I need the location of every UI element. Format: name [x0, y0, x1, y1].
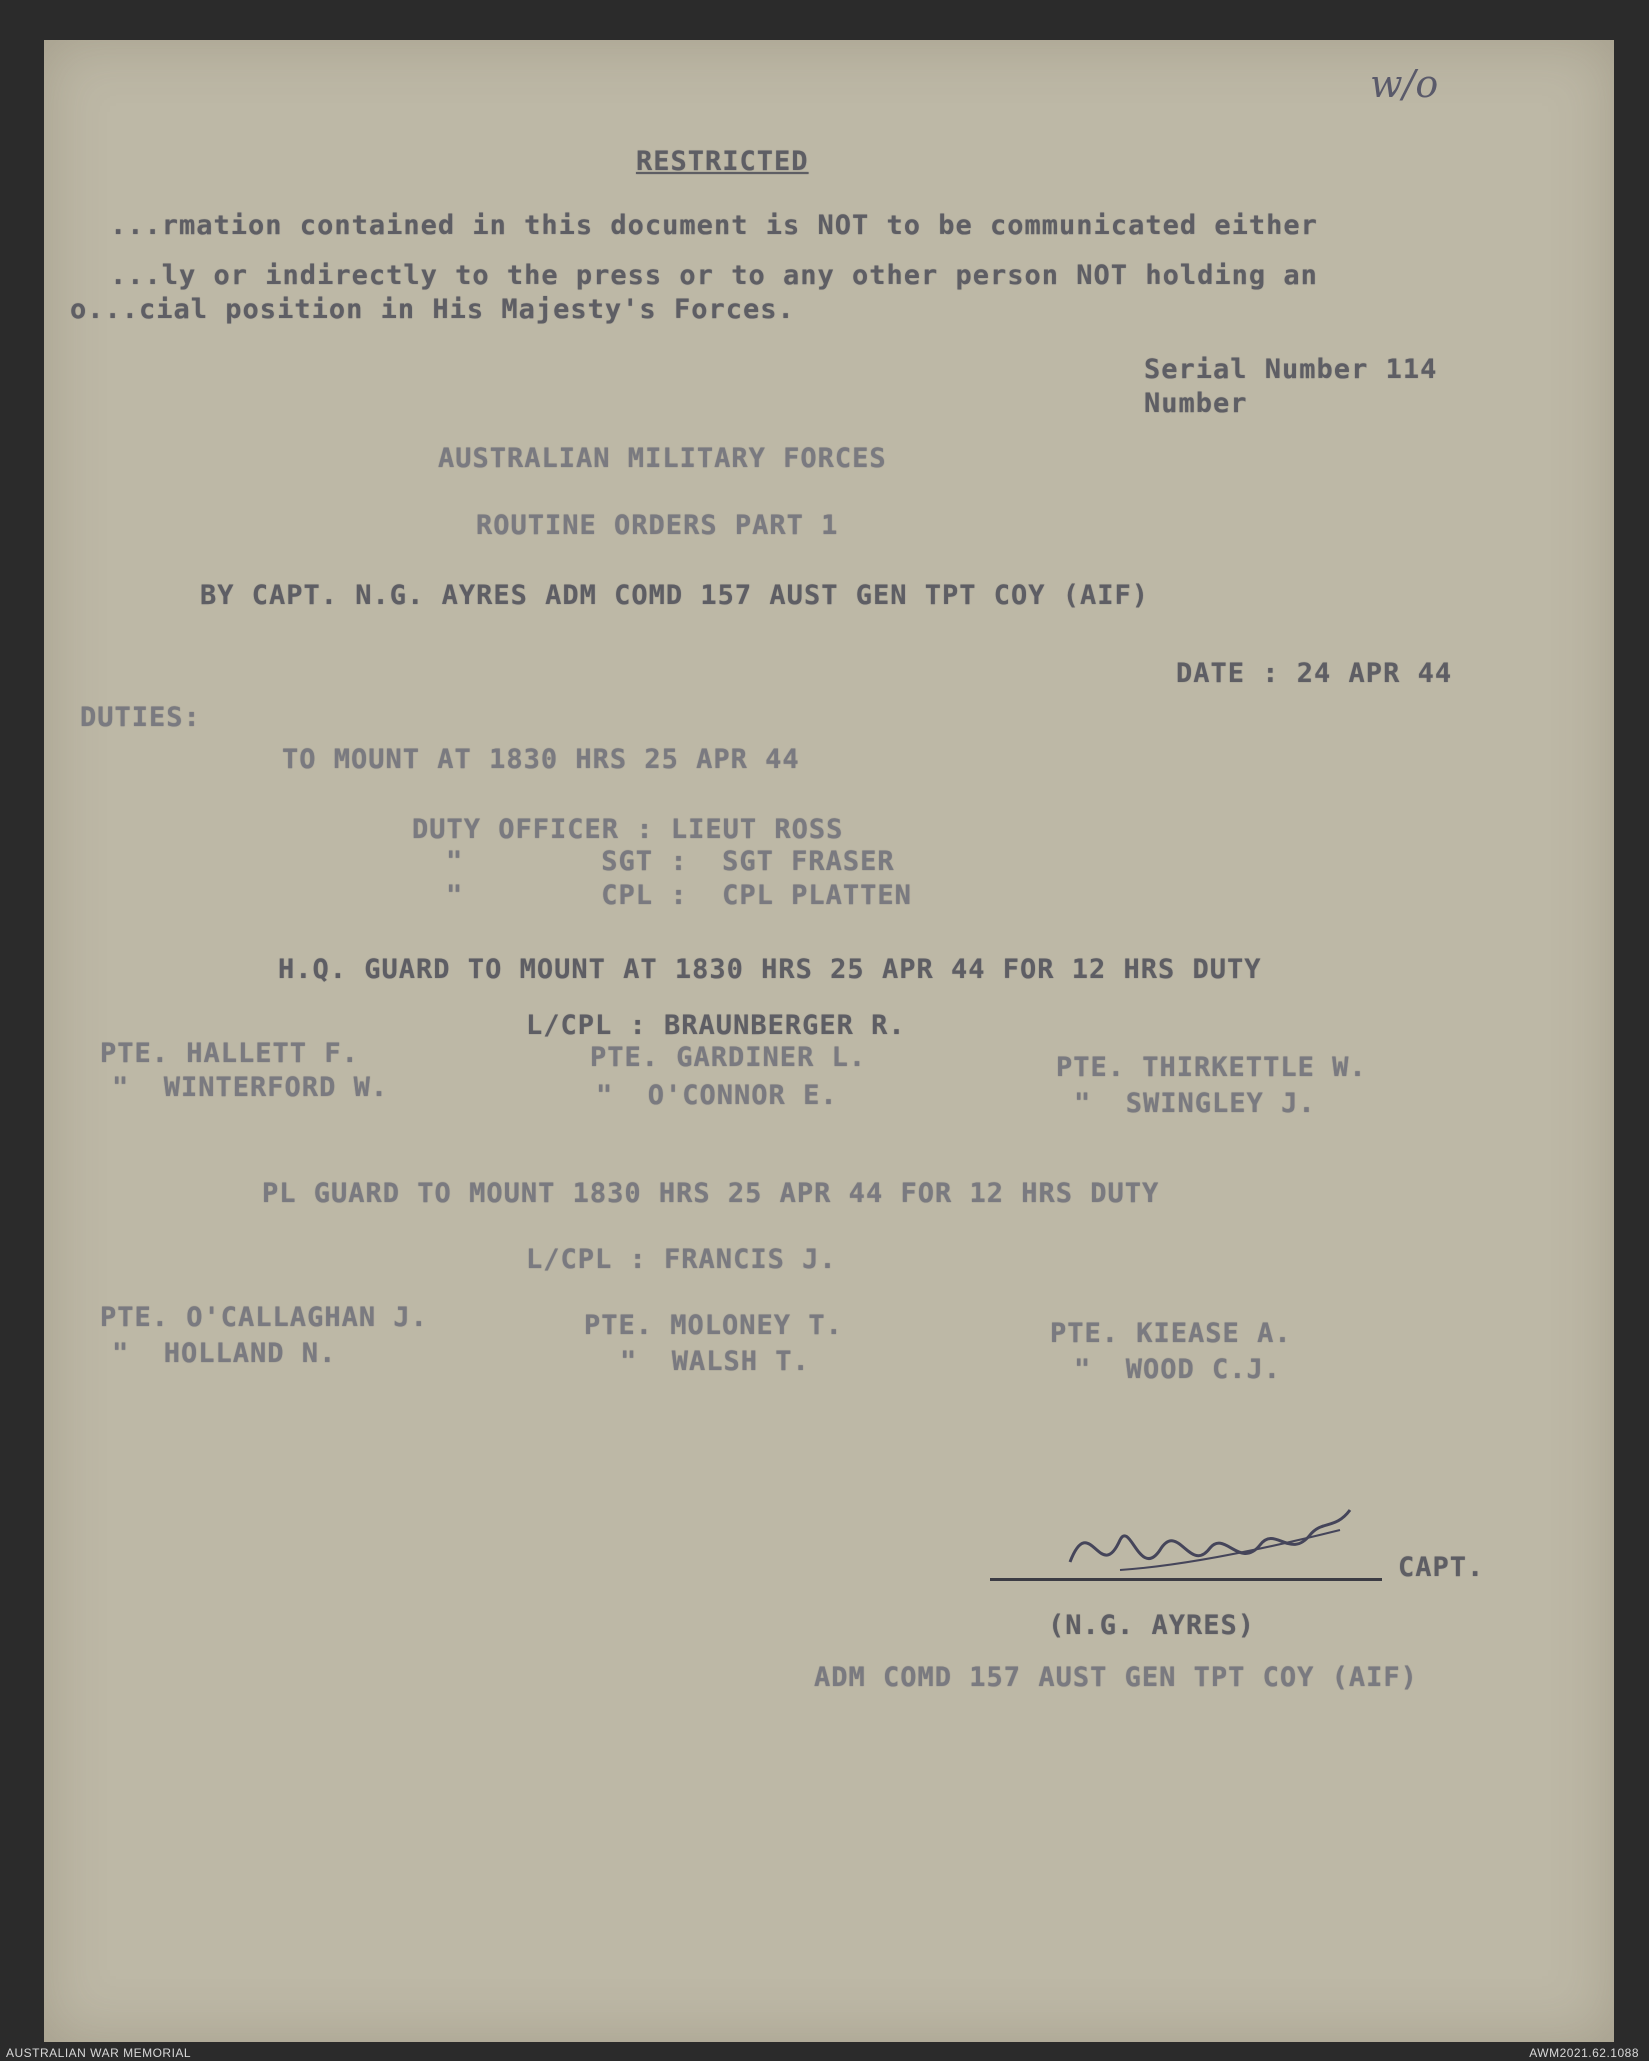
hq-guard-heading: H.Q. GUARD TO MOUNT AT 1830 HRS 25 APR 44 FOR 12 HRS DUTY: [278, 954, 1262, 985]
hq-guard-col1-row1: PTE. HALLETT F.: [100, 1038, 359, 1069]
hq-guard-col1-row2: " WINTERFORD W.: [112, 1072, 389, 1103]
footer-accession-number: AWM2021.62.1088: [1529, 2046, 1639, 2060]
classification-heading: RESTRICTED: [636, 146, 809, 177]
pl-guard-col2-row2: " WALSH T.: [620, 1346, 810, 1377]
duties-mount-line: TO MOUNT AT 1830 HRS 25 APR 44: [282, 744, 800, 775]
pl-guard-heading: PL GUARD TO MOUNT 1830 HRS 25 APR 44 FOR 12 HRS DUTY: [262, 1178, 1160, 1209]
pl-guard-col3-row2: " WOOD C.J.: [1074, 1354, 1282, 1385]
notice-line-3: o...cial position in His Majesty's Forces.: [70, 294, 795, 325]
hq-guard-lcpl: L/CPL : BRAUNBERGER R.: [526, 1010, 906, 1041]
number-label: Number: [1144, 388, 1248, 419]
document-date: DATE : 24 APR 44: [1176, 658, 1453, 689]
notice-line-2: ...ly or indirectly to the press or to any other person NOT holding an: [110, 260, 1318, 291]
pl-guard-col2-row1: PTE. MOLONEY T.: [584, 1310, 843, 1341]
hq-guard-col2-row2: " O'CONNOR E.: [596, 1080, 838, 1111]
signature-line: [990, 1578, 1382, 1581]
signatory-appointment: ADM COMD 157 AUST GEN TPT COY (AIF): [814, 1662, 1418, 1693]
duties-heading: DUTIES:: [80, 702, 201, 733]
pl-guard-col1-row1: PTE. O'CALLAGHAN J.: [100, 1302, 428, 1333]
duty-sgt: " SGT : SGT FRASER: [446, 846, 895, 877]
notice-line-1: ...rmation contained in this document is NOT to be communicated either: [110, 210, 1318, 241]
footer-institution: AUSTRALIAN WAR MEMORIAL: [6, 2046, 192, 2060]
duty-officer: DUTY OFFICER : LIEUT ROSS: [412, 814, 844, 845]
hq-guard-col3-row2: " SWINGLEY J.: [1074, 1088, 1316, 1119]
signature-scrawl: [1060, 1490, 1360, 1600]
duty-cpl: " CPL : CPL PLATTEN: [446, 880, 912, 911]
document-title: ROUTINE ORDERS PART 1: [476, 510, 839, 541]
hq-guard-col3-row1: PTE. THIRKETTLE W.: [1056, 1052, 1367, 1083]
pl-guard-col3-row1: PTE. KIEASE A.: [1050, 1318, 1292, 1349]
pl-guard-lcpl: L/CPL : FRANCIS J.: [526, 1244, 837, 1275]
serial-number: Serial Number 114: [1144, 354, 1438, 385]
pl-guard-col1-row2: " HOLLAND N.: [112, 1338, 337, 1369]
hq-guard-col2-row1: PTE. GARDINER L.: [590, 1042, 867, 1073]
organisation-title: AUSTRALIAN MILITARY FORCES: [438, 443, 887, 474]
handwritten-annotation: w/o: [1370, 62, 1439, 106]
signatory-name: (N.G. AYRES): [1048, 1610, 1256, 1641]
by-line: BY CAPT. N.G. AYRES ADM COMD 157 AUST GEN TPT COY (AIF): [200, 580, 1150, 611]
signature-rank: CAPT.: [1398, 1552, 1485, 1583]
